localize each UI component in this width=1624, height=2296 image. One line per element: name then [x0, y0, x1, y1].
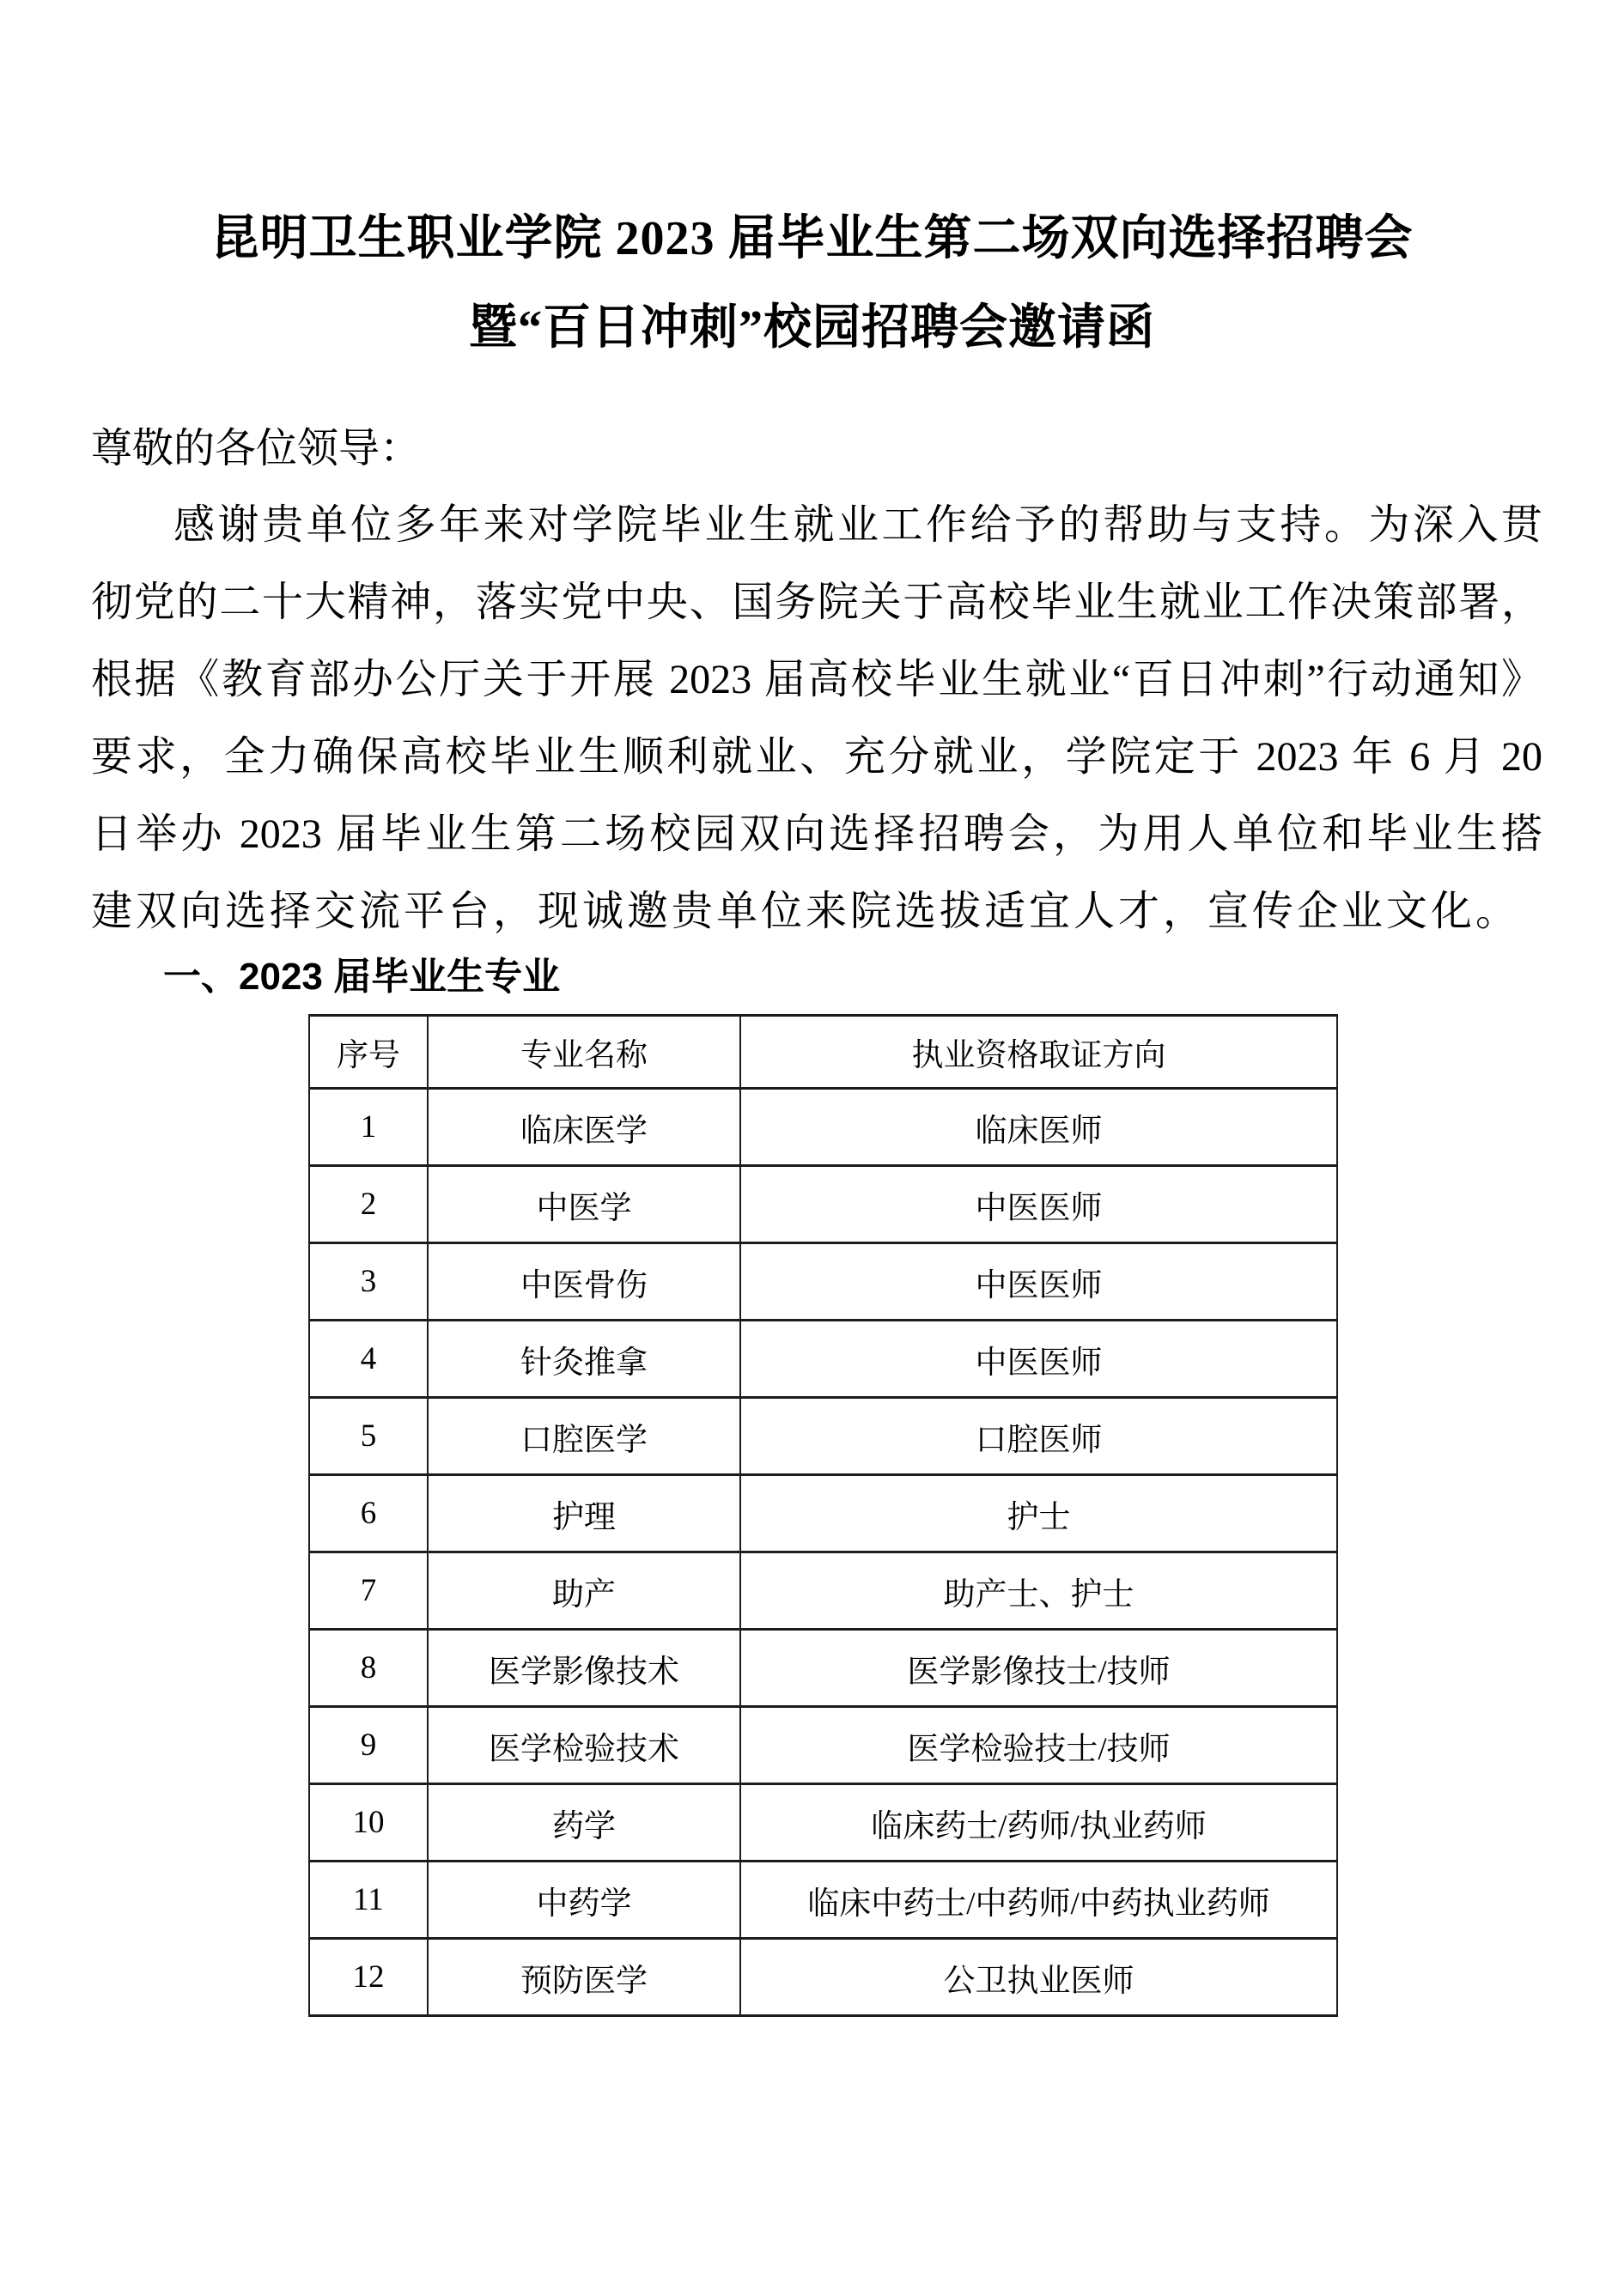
cell-index: 7 [309, 1552, 428, 1630]
cell-index: 12 [309, 1939, 428, 2016]
cell-major-name: 针灸推拿 [428, 1321, 740, 1398]
table-row [309, 1243, 1337, 1321]
cell-direction: 临床药士/药师/执业药师 [740, 1784, 1337, 1862]
table-row [309, 1475, 1337, 1552]
cell-direction: 护士 [740, 1475, 1337, 1552]
column-header-index: 序号 [309, 1016, 428, 1089]
cell-direction: 中医医师 [740, 1243, 1337, 1321]
table-row [309, 1939, 1337, 2016]
cell-major-name: 临床医学 [428, 1089, 740, 1166]
cell-index: 5 [309, 1398, 428, 1475]
table-row [309, 1321, 1337, 1398]
cell-direction: 医学影像技士/技师 [740, 1630, 1337, 1707]
cell-index: 2 [309, 1166, 428, 1243]
table-row [309, 1552, 1337, 1630]
cell-index: 10 [309, 1784, 428, 1862]
cell-major-name: 药学 [428, 1784, 740, 1862]
paragraph-line: 根据《教育部办公厅关于开展 2023 届高校毕业生就业“百日冲刺”行动通知》 [91, 657, 1542, 702]
table-row [309, 1707, 1337, 1784]
paragraph-line: 感谢贵单位多年来对学院毕业生就业工作给予的帮助与支持。为深入贯 [173, 502, 1542, 548]
cell-index: 3 [309, 1243, 428, 1321]
cell-major-name: 医学检验技术 [428, 1707, 740, 1784]
paragraph-line: 要求，全力确保高校毕业生顺利就业、充分就业，学院定于 2023 年 6 月 20 [91, 734, 1542, 780]
cell-direction: 临床医师 [740, 1089, 1337, 1166]
paragraph-line: 建双向选择交流平台，现诚邀贵单位来院选拔适宜人才，宣传企业文化。 [91, 889, 1521, 934]
cell-index: 6 [309, 1475, 428, 1552]
cell-direction: 临床中药士/中药师/中药执业药师 [740, 1862, 1337, 1939]
cell-index: 4 [309, 1321, 428, 1398]
section-heading: 一、2023 届毕业生专业 [163, 956, 561, 998]
greeting: 尊敬的各位领导： [91, 426, 422, 471]
document-title-line-1: 昆明卫生职业学院 2023 届毕业生第二场双向选择招聘会 [210, 212, 1414, 265]
table-row [309, 1089, 1337, 1166]
cell-major-name: 口腔医学 [428, 1398, 740, 1475]
cell-direction: 口腔医师 [740, 1398, 1337, 1475]
table-header-row [309, 1016, 1337, 1089]
table-row [309, 1166, 1337, 1243]
cell-direction: 医学检验技士/技师 [740, 1707, 1337, 1784]
cell-major-name: 医学影像技术 [428, 1630, 740, 1707]
cell-major-name: 中医骨伤 [428, 1243, 740, 1321]
table-row [309, 1398, 1337, 1475]
cell-major-name: 预防医学 [428, 1939, 740, 2016]
cell-major-name: 中药学 [428, 1862, 740, 1939]
table-row [309, 1784, 1337, 1862]
cell-index: 9 [309, 1707, 428, 1784]
cell-index: 11 [309, 1862, 428, 1939]
cell-direction: 助产士、护士 [740, 1552, 1337, 1630]
document-title-line-2: 暨“百日冲刺”校园招聘会邀请函 [469, 301, 1155, 355]
column-header-major: 专业名称 [428, 1016, 740, 1089]
cell-major-name: 中医学 [428, 1166, 740, 1243]
cell-major-name: 护理 [428, 1475, 740, 1552]
table-row [309, 1862, 1337, 1939]
cell-direction: 中医医师 [740, 1321, 1337, 1398]
cell-major-name: 助产 [428, 1552, 740, 1630]
paragraph-line: 彻党的二十大精神，落实党中央、国务院关于高校毕业生就业工作决策部署， [91, 580, 1542, 625]
cell-direction: 中医医师 [740, 1166, 1337, 1243]
paragraph-line: 日举办 2023 届毕业生第二场校园双向选择招聘会，为用人单位和毕业生搭 [91, 811, 1542, 857]
column-header-direction: 执业资格取证方向 [740, 1016, 1337, 1089]
cell-direction: 公卫执业医师 [740, 1939, 1337, 2016]
majors-table [308, 1014, 1338, 2017]
cell-index: 1 [309, 1089, 428, 1166]
cell-index: 8 [309, 1630, 428, 1707]
table-row [309, 1630, 1337, 1707]
